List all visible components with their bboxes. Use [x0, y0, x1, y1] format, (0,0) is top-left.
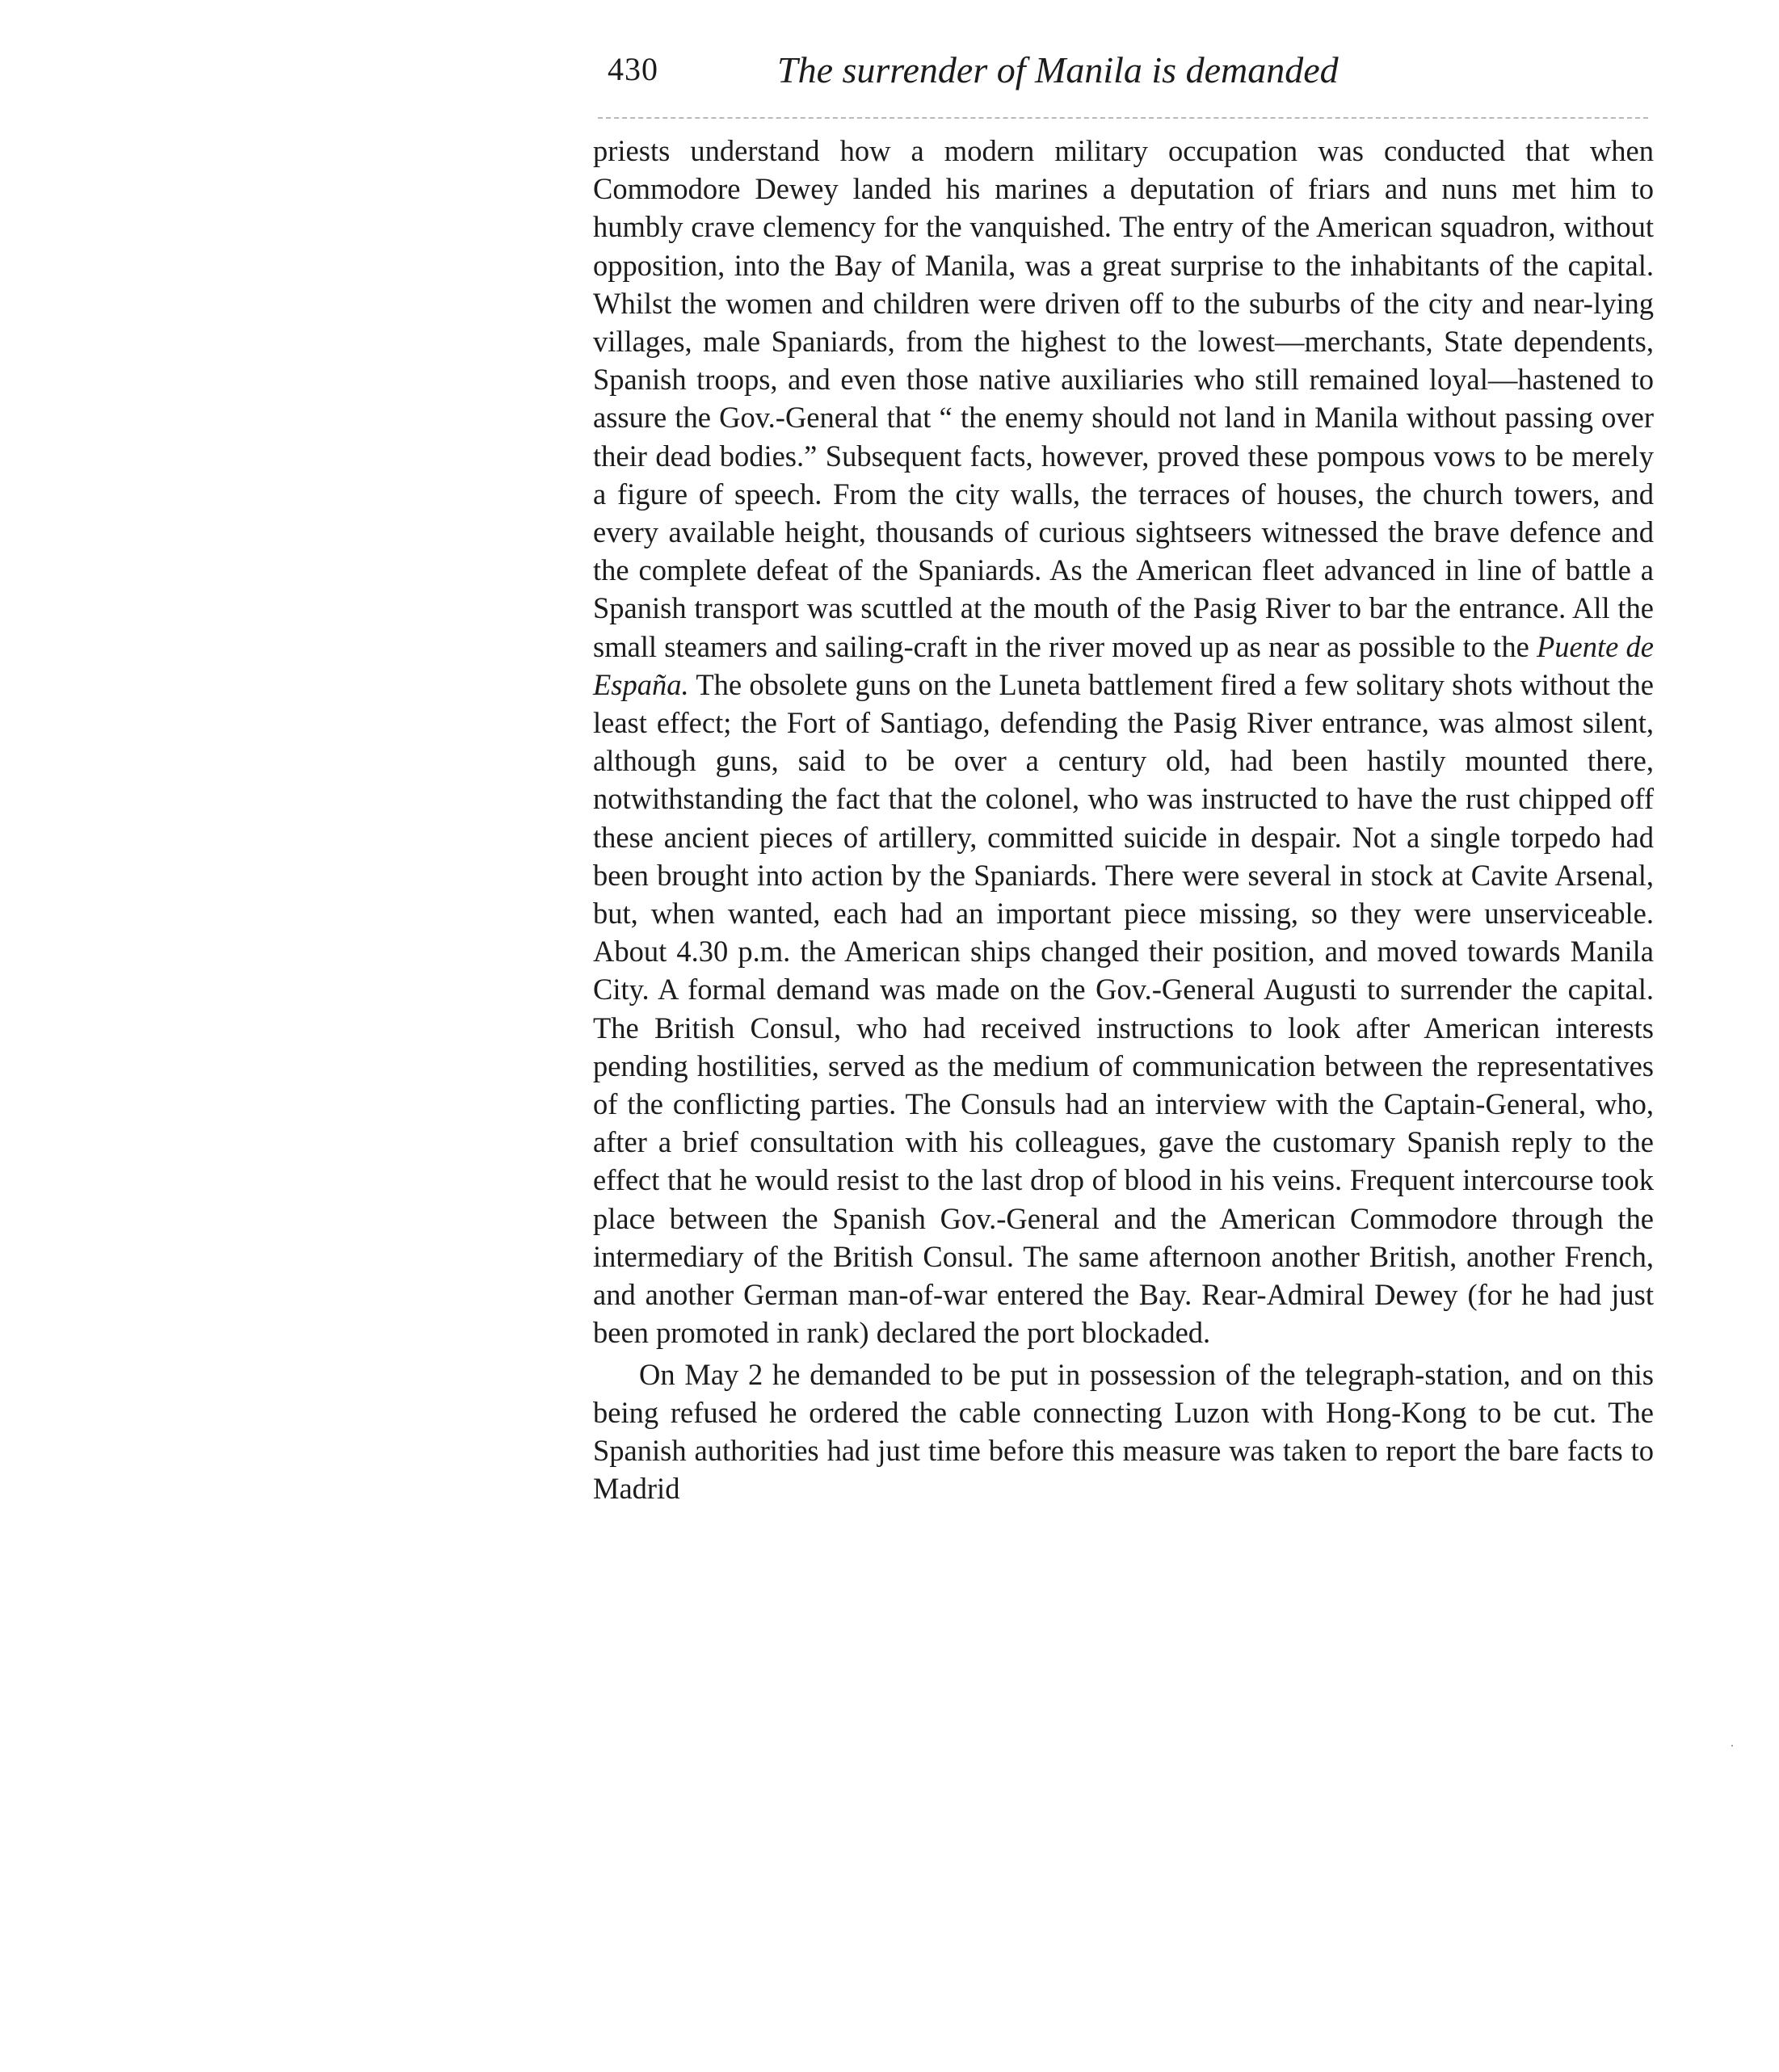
- paragraph-1: [593, 132, 1654, 1352]
- paragraph-1-text-part-2: The obsolete guns on the Luneta battlement fired a few solitary shots without the least effect; the Fort of Santiago, defending the Pasig River entrance, was almost silent, although guns, said to be over a century old, had been hastily mounted there, notwithstanding the fact that the colonel, who was instructed to have the rust chipped off these ancient pieces of artillery, committed suicide in despair. Not a single torpedo had been brought into action by the Spaniards. There were several in stock at Cavite Arsenal, but, when wanted, each had an important piece missing, so they were unserviceable. About 4.30 p.m. the American ships changed their position, and moved towards Manila City. A formal demand was made on the Gov.-General Augusti to surrender the capital. The British Consul, who had received instructions to look after American interests pending hostilities, served as the medium of communication between the representatives of the conflicting parties. The Consuls had an interview with the Captain-General, who, after a brief consultation with his colleagues, gave the customary Spanish reply to the effect that he would resist to the last drop of blood in his veins. Frequent intercourse took place between the Spanish Gov.-General and the American Commodore through the intermediary of the British Consul. The same afternoon another British, another French, and another German man-of-war entered the Bay. Rear-Admiral Dewey (for he had just been promoted in rank) declared the port blockaded.: [593, 667, 1655, 1350]
- paragraph-2-text: On May 2 he demanded to be put in possession of the telegraph-station, and on this being refused he ordered the cable connecting Luzon with Hong-Kong to be cut. The Spanish authorities had just time before this measure was taken to report the bare facts to Madrid: [593, 1357, 1654, 1506]
- scan-speck: [1731, 1745, 1733, 1746]
- paragraph-2: [593, 1355, 1654, 1508]
- paragraph-1-text-part-1: priests understand how a modern military occupation was conducted that when Commodore Dewey landed his marines a deputation of friars and nuns met him to humbly crave clemency for the vanquished. The entry of the American squadron, without opposition, into the Bay of Manila, was a great surprise to the inhabitants of the capital. Whilst the women and children were driven off to the suburbs of the city and near-lying villages, male Spaniards, from the highest to the lowest—merchants, State dependents, Spanish troops, and even those native auxiliaries who still remained loyal—hastened to assure the Gov.-General that “ the enemy should not land in Manila without passing over their dead bodies.” Subsequent facts, however, proved these pompous vows to be merely a figure of speech. From the city walls, the terraces of houses, the church towers, and every available height, thousands of curious sightseers witnessed the brave defence and the complete defeat of the Spaniards. As the American fleet advanced in line of battle a Spanish transport was scuttled at the mouth of the Pasig River to bar the entrance. All the small steamers and sailing-craft in the river moved up as near as possible to the: [593, 134, 1654, 663]
- header-rule: [598, 117, 1648, 119]
- running-head-title: The surrender of Manila is demanded: [777, 49, 1339, 90]
- puente-de-espana-term: Puente de España.: [593, 629, 1654, 701]
- body-text: [593, 132, 1654, 1507]
- page-number: 430: [608, 51, 658, 87]
- page-header: [598, 48, 1648, 105]
